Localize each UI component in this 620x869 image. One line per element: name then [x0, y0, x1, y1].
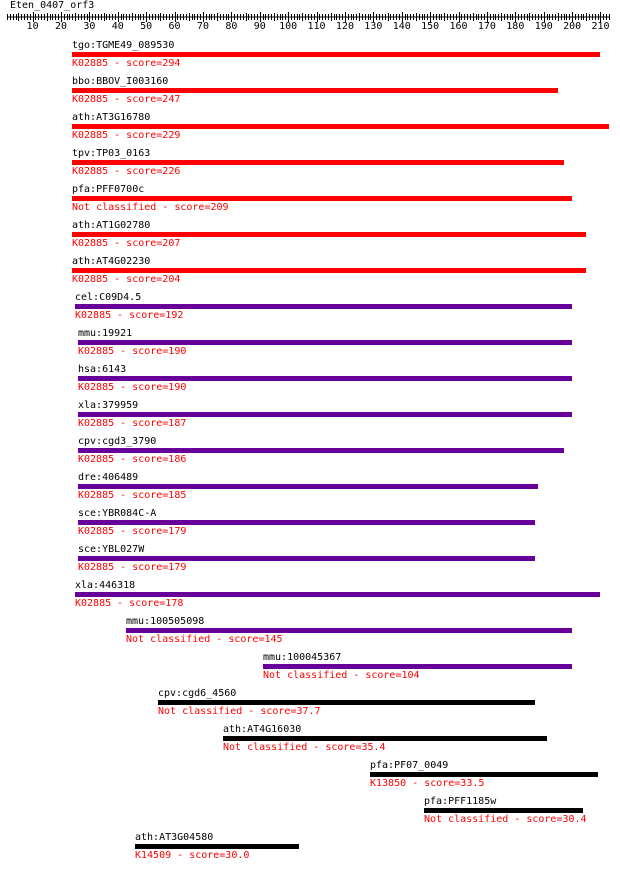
hit-name-link[interactable]: ath:AT3G04580: [135, 832, 214, 843]
ruler-tick-label: 170: [477, 21, 496, 32]
hit-annotation-link[interactable]: K02885 - score=294: [72, 58, 181, 69]
hit-alignment-bar: [78, 484, 538, 489]
hit-annotation-link[interactable]: Not classified - score=30.4: [424, 814, 587, 825]
hit-name-link[interactable]: pfa:PFF0700c: [72, 184, 145, 195]
hit-annotation-link[interactable]: K02885 - score=190: [78, 346, 187, 357]
hit-name-link[interactable]: xla:446318: [75, 580, 136, 591]
hit-annotation-link[interactable]: K02885 - score=204: [72, 274, 181, 285]
ruler-tick-label: 130: [364, 21, 383, 32]
hit-annotation-link[interactable]: K02885 - score=207: [72, 238, 181, 249]
hit-annotation-link[interactable]: Not classified - score=209: [72, 202, 229, 213]
hit-alignment-bar: [78, 412, 572, 417]
ruler-tick-label: 150: [421, 21, 440, 32]
hit-name-link[interactable]: dre:406489: [78, 472, 139, 483]
hit-annotation-link[interactable]: Not classified - score=145: [126, 634, 283, 645]
hit-alignment-bar: [424, 808, 583, 813]
hit-name-link[interactable]: sce:YBL027W: [78, 544, 145, 555]
hit-annotation-link[interactable]: K02885 - score=179: [78, 526, 187, 537]
hit-name-link[interactable]: ath:AT4G02230: [72, 256, 151, 267]
ruler-tick-label: 90: [253, 21, 266, 32]
hit-annotation-link[interactable]: K13850 - score=33.5: [370, 778, 485, 789]
hit-alignment-bar: [78, 520, 535, 525]
ruler-tick-label: 200: [563, 21, 582, 32]
ruler-tick-label: 80: [225, 21, 238, 32]
hit-alignment-bar: [72, 268, 586, 273]
hit-name-link[interactable]: hsa:6143: [78, 364, 127, 375]
hit-alignment-bar: [263, 664, 572, 669]
hit-alignment-bar: [72, 52, 600, 57]
ruler-tick-label: 190: [534, 21, 553, 32]
hit-name-link[interactable]: mmu:100505098: [126, 616, 205, 627]
hit-annotation-link[interactable]: K02885 - score=190: [78, 382, 187, 393]
ruler-tick-label: 50: [140, 21, 153, 32]
ruler-tick-label: 10: [26, 21, 39, 32]
hit-alignment-bar: [126, 628, 572, 633]
hit-annotation-link[interactable]: K02885 - score=226: [72, 166, 181, 177]
hit-name-link[interactable]: bbo:BBOV_I003160: [72, 76, 169, 87]
hit-name-link[interactable]: tgo:TGME49_089530: [72, 40, 175, 51]
hit-name-link[interactable]: ath:AT4G16030: [223, 724, 302, 735]
hit-name-link[interactable]: sce:YBR084C-A: [78, 508, 157, 519]
hit-name-link[interactable]: cpv:cgd6_4560: [158, 688, 237, 699]
ruler-tick-label: 100: [279, 21, 298, 32]
hit-name-link[interactable]: cel:C09D4.5: [75, 292, 142, 303]
ruler-tick-label: 60: [168, 21, 181, 32]
hit-name-link[interactable]: mmu:100045367: [263, 652, 342, 663]
hit-alignment-bar: [223, 736, 547, 741]
hit-alignment-bar: [78, 556, 535, 561]
hit-alignment-bar: [75, 304, 572, 309]
ruler-tick-label: 180: [506, 21, 525, 32]
hit-annotation-link[interactable]: K02885 - score=187: [78, 418, 187, 429]
hit-name-link[interactable]: ath:AT3G16780: [72, 112, 151, 123]
hit-name-link[interactable]: xla:379959: [78, 400, 139, 411]
hit-annotation-link[interactable]: Not classified - score=104: [263, 670, 420, 681]
hit-annotation-link[interactable]: K02885 - score=178: [75, 598, 184, 609]
hit-alignment-bar: [135, 844, 299, 849]
hit-name-link[interactable]: tpv:TP03_0163: [72, 148, 151, 159]
hit-alignment-bar: [78, 376, 572, 381]
hit-alignment-bar: [72, 160, 564, 165]
ruler-tick-label: 210: [591, 21, 610, 32]
hit-annotation-link[interactable]: K02885 - score=247: [72, 94, 181, 105]
hit-alignment-bar: [72, 88, 558, 93]
hit-alignment-bar: [370, 772, 598, 777]
ruler-tick-label: 40: [111, 21, 124, 32]
ruler-tick-label: 140: [392, 21, 411, 32]
hit-annotation-link[interactable]: K02885 - score=229: [72, 130, 181, 141]
hit-name-link[interactable]: ath:AT1G02780: [72, 220, 151, 231]
hit-name-link[interactable]: cpv:cgd3_3790: [78, 436, 157, 447]
ruler-tick-label: 70: [196, 21, 209, 32]
hit-annotation-link[interactable]: K14509 - score=30.0: [135, 850, 250, 861]
ruler-tick-label: 30: [83, 21, 96, 32]
hit-alignment-bar: [72, 124, 609, 129]
hit-annotation-link[interactable]: Not classified - score=35.4: [223, 742, 386, 753]
ruler-tick-label: 20: [54, 21, 67, 32]
hit-name-link[interactable]: pfa:PFF1185w: [424, 796, 497, 807]
query-title: Eten_0407_orf3: [10, 0, 95, 11]
ruler-tick-label: 110: [307, 21, 326, 32]
hit-annotation-link[interactable]: K02885 - score=179: [78, 562, 187, 573]
hit-name-link[interactable]: mmu:19921: [78, 328, 133, 339]
hit-annotation-link[interactable]: K02885 - score=186: [78, 454, 187, 465]
hit-annotation-link[interactable]: Not classified - score=37.7: [158, 706, 321, 717]
ruler-tick-label: 120: [335, 21, 354, 32]
hit-alignment-bar: [78, 340, 572, 345]
hit-alignment-bar: [158, 700, 535, 705]
hit-alignment-bar: [72, 196, 572, 201]
hit-name-link[interactable]: pfa:PF07_0049: [370, 760, 449, 771]
hit-alignment-bar: [75, 592, 600, 597]
hit-annotation-link[interactable]: K02885 - score=185: [78, 490, 187, 501]
hit-alignment-bar: [72, 232, 586, 237]
ruler-tick-label: 160: [449, 21, 468, 32]
hit-annotation-link[interactable]: K02885 - score=192: [75, 310, 184, 321]
hit-alignment-bar: [78, 448, 564, 453]
